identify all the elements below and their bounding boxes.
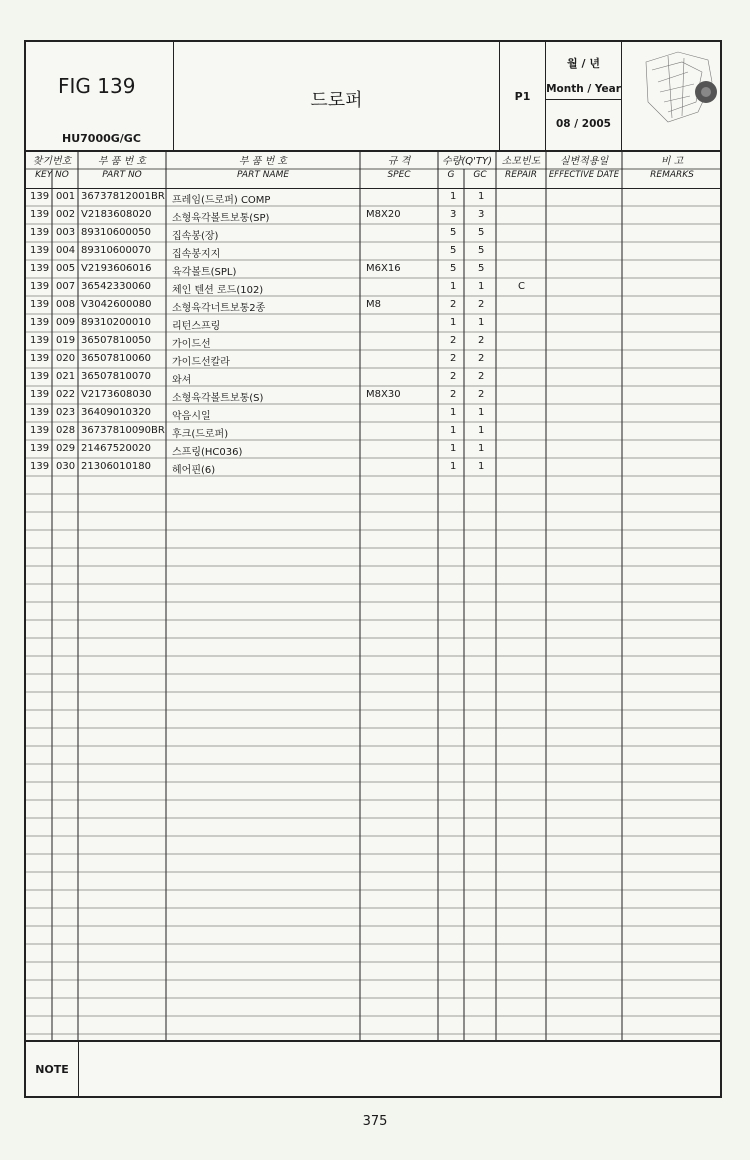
- table-row: [26, 332, 720, 350]
- row-part-name: 후크(드로퍼): [172, 429, 229, 440]
- row-part-name: 스프링(HC036): [172, 447, 243, 458]
- row-fig: 139: [30, 425, 50, 436]
- title-cell: [174, 42, 500, 150]
- row-key: 002: [56, 209, 76, 220]
- table-row: [26, 278, 720, 296]
- row-key: 030: [56, 461, 76, 472]
- row-part-no: 36507810070: [81, 371, 151, 382]
- row-part-name: 체인 텐션 로드(102): [172, 285, 264, 296]
- row-part-name: 집속봉(장): [172, 231, 219, 242]
- row-key: 008: [56, 299, 76, 310]
- row-key: 001: [56, 191, 76, 202]
- col-partno-kor: 부 품 번 호: [97, 156, 147, 167]
- row-fig: 139: [30, 209, 50, 220]
- row-fig: 139: [30, 461, 50, 472]
- row-qty-gc: 1: [478, 407, 485, 418]
- note-area: [26, 1040, 720, 1096]
- row-qty-g: 5: [450, 245, 457, 256]
- row-qty-g: 2: [450, 299, 457, 310]
- row-fig: 139: [30, 407, 50, 418]
- drawing-thumbnail-icon: [638, 42, 720, 148]
- row-part-name: 리턴스프링: [172, 321, 221, 332]
- row-qty-g: 2: [450, 389, 457, 400]
- col-g: G: [447, 170, 455, 180]
- table-row: [26, 188, 720, 206]
- col-partname-kor: 부 품 번 호: [238, 156, 288, 167]
- row-part-no: 36737810090BR: [81, 425, 165, 436]
- row-key: 021: [56, 371, 76, 382]
- col-remarks-kor: 비 고: [660, 156, 684, 167]
- row-fig: 139: [30, 371, 50, 382]
- month-year-eng: Month / Year: [546, 83, 621, 95]
- page-code: P1: [514, 90, 531, 103]
- col-remarks-eng: REMARKS: [650, 170, 694, 180]
- row-fig: 139: [30, 443, 50, 454]
- table-row: [26, 404, 720, 422]
- row-qty-gc: 1: [478, 443, 485, 454]
- row-key: 029: [56, 443, 76, 454]
- row-part-no: 21306010180: [81, 461, 151, 472]
- page-title: 드로퍼: [310, 90, 363, 111]
- row-qty-g: 2: [450, 353, 457, 364]
- row-part-name: 집속봉지지: [172, 249, 221, 260]
- row-key: 004: [56, 245, 76, 256]
- row-qty-g: 1: [450, 281, 457, 292]
- header: [26, 42, 720, 152]
- table-row: [26, 386, 720, 404]
- fig-number: FIG 139: [58, 74, 136, 98]
- col-spec-eng: SPEC: [387, 170, 411, 180]
- row-repair: C: [518, 281, 525, 292]
- date-cell: [546, 42, 622, 150]
- table-row: [26, 224, 720, 242]
- parts-sheet: [24, 40, 722, 1098]
- row-part-no: 89310200010: [81, 317, 151, 328]
- row-qty-g: 1: [450, 425, 457, 436]
- row-key: 028: [56, 425, 76, 436]
- col-spec-kor: 규 격: [387, 156, 411, 167]
- row-qty-g: 1: [450, 191, 457, 202]
- col-eff-kor: 실변적용일: [559, 156, 609, 167]
- page-cell: [500, 42, 546, 150]
- row-fig: 139: [30, 281, 50, 292]
- row-qty-gc: 2: [478, 389, 485, 400]
- col-key-kor: 찾기번호: [32, 156, 72, 167]
- month-year-kor: 월 / 년: [567, 57, 600, 70]
- col-repair-kor: 소모빈도: [501, 156, 541, 167]
- table-row: [26, 368, 720, 386]
- row-part-name: 와셔: [172, 375, 192, 386]
- row-key: 019: [56, 335, 76, 346]
- table-row: [26, 206, 720, 224]
- row-spec: M8X20: [366, 209, 401, 220]
- row-part-no: V2183608020: [81, 209, 152, 220]
- row-qty-gc: 2: [478, 335, 485, 346]
- table-row: [26, 440, 720, 458]
- row-key: 009: [56, 317, 76, 328]
- table-row: [26, 422, 720, 440]
- row-qty-g: 1: [450, 407, 457, 418]
- row-part-name: 육각볼트(SPL): [172, 267, 237, 278]
- table-row: [26, 296, 720, 314]
- row-qty-gc: 1: [478, 317, 485, 328]
- row-qty-g: 1: [450, 461, 457, 472]
- row-key: 020: [56, 353, 76, 364]
- row-fig: 139: [30, 335, 50, 346]
- row-fig: 139: [30, 245, 50, 256]
- page-number: 375: [362, 1114, 388, 1129]
- row-fig: 139: [30, 353, 50, 364]
- row-qty-gc: 1: [478, 281, 485, 292]
- col-qty-kor: 수량(Q'TY): [442, 156, 492, 167]
- row-qty-gc: 5: [478, 263, 485, 274]
- col-eff-eng: EFFECTIVE DATE: [548, 170, 620, 180]
- row-qty-g: 1: [450, 317, 457, 328]
- col-partno-eng: PART NO: [102, 170, 142, 180]
- row-part-name: 가이드선칼라: [172, 357, 230, 368]
- row-part-no: 21467520020: [81, 443, 151, 454]
- row-part-no: 36507810050: [81, 335, 151, 346]
- col-gc: GC: [473, 170, 487, 180]
- model-name: HU7000G/GC: [62, 132, 141, 145]
- row-key: 007: [56, 281, 76, 292]
- table-row: [26, 314, 720, 332]
- row-qty-gc: 1: [478, 191, 485, 202]
- row-key: 022: [56, 389, 76, 400]
- row-spec: M6X16: [366, 263, 401, 274]
- table-row: [26, 260, 720, 278]
- row-part-no: 36737812001BR: [81, 191, 165, 202]
- row-fig: 139: [30, 191, 50, 202]
- row-qty-gc: 3: [478, 209, 485, 220]
- row-part-no: V2173608030: [81, 389, 152, 400]
- row-part-no: V3042600080: [81, 299, 152, 310]
- row-spec: M8: [366, 299, 381, 310]
- row-part-name: 소형육각볼트보통(S): [172, 393, 264, 404]
- row-part-no: 36542330060: [81, 281, 151, 292]
- row-fig: 139: [30, 299, 50, 310]
- fig-cell: [26, 42, 174, 150]
- row-key: 005: [56, 263, 76, 274]
- row-key: 003: [56, 227, 76, 238]
- row-part-name: 헤어핀(6): [172, 465, 216, 476]
- row-fig: 139: [30, 227, 50, 238]
- table-row: [26, 458, 720, 476]
- row-part-name: 가이드선: [172, 339, 211, 350]
- row-qty-gc: 2: [478, 299, 485, 310]
- row-qty-gc: 5: [478, 245, 485, 256]
- row-part-no: 89310600070: [81, 245, 151, 256]
- row-part-no: 36409010320: [81, 407, 151, 418]
- row-part-name: 프레임(드로퍼) COMP: [172, 195, 271, 206]
- table-row: [26, 242, 720, 260]
- row-qty-g: 5: [450, 227, 457, 238]
- row-qty-g: 5: [450, 263, 457, 274]
- row-qty-g: 2: [450, 335, 457, 346]
- row-part-name: 악음시일: [172, 411, 211, 422]
- row-fig: 139: [30, 263, 50, 274]
- col-partname-eng: PART NAME: [236, 170, 290, 180]
- col-repair-eng: REPAIR: [505, 170, 537, 180]
- row-qty-gc: 1: [478, 425, 485, 436]
- row-qty-g: 1: [450, 443, 457, 454]
- note-label: NOTE: [26, 1042, 79, 1096]
- row-spec: M8X30: [366, 389, 401, 400]
- table-row: [26, 350, 720, 368]
- row-part-no: 89310600050: [81, 227, 151, 238]
- row-qty-gc: 1: [478, 461, 485, 472]
- row-key: 023: [56, 407, 76, 418]
- row-qty-gc: 2: [478, 353, 485, 364]
- row-fig: 139: [30, 317, 50, 328]
- row-part-name: 소형육각너트보통2종: [172, 303, 266, 314]
- row-part-name: 소형육각볼트보통(SP): [172, 213, 270, 224]
- row-qty-gc: 2: [478, 371, 485, 382]
- row-fig: 139: [30, 389, 50, 400]
- date-value: 08 / 2005: [556, 118, 611, 130]
- row-qty-gc: 5: [478, 227, 485, 238]
- row-qty-g: 2: [450, 371, 457, 382]
- row-qty-g: 3: [450, 209, 457, 220]
- row-part-no: V2193606016: [81, 263, 152, 274]
- row-part-no: 36507810060: [81, 353, 151, 364]
- col-key-eng: KEY NO: [35, 170, 69, 180]
